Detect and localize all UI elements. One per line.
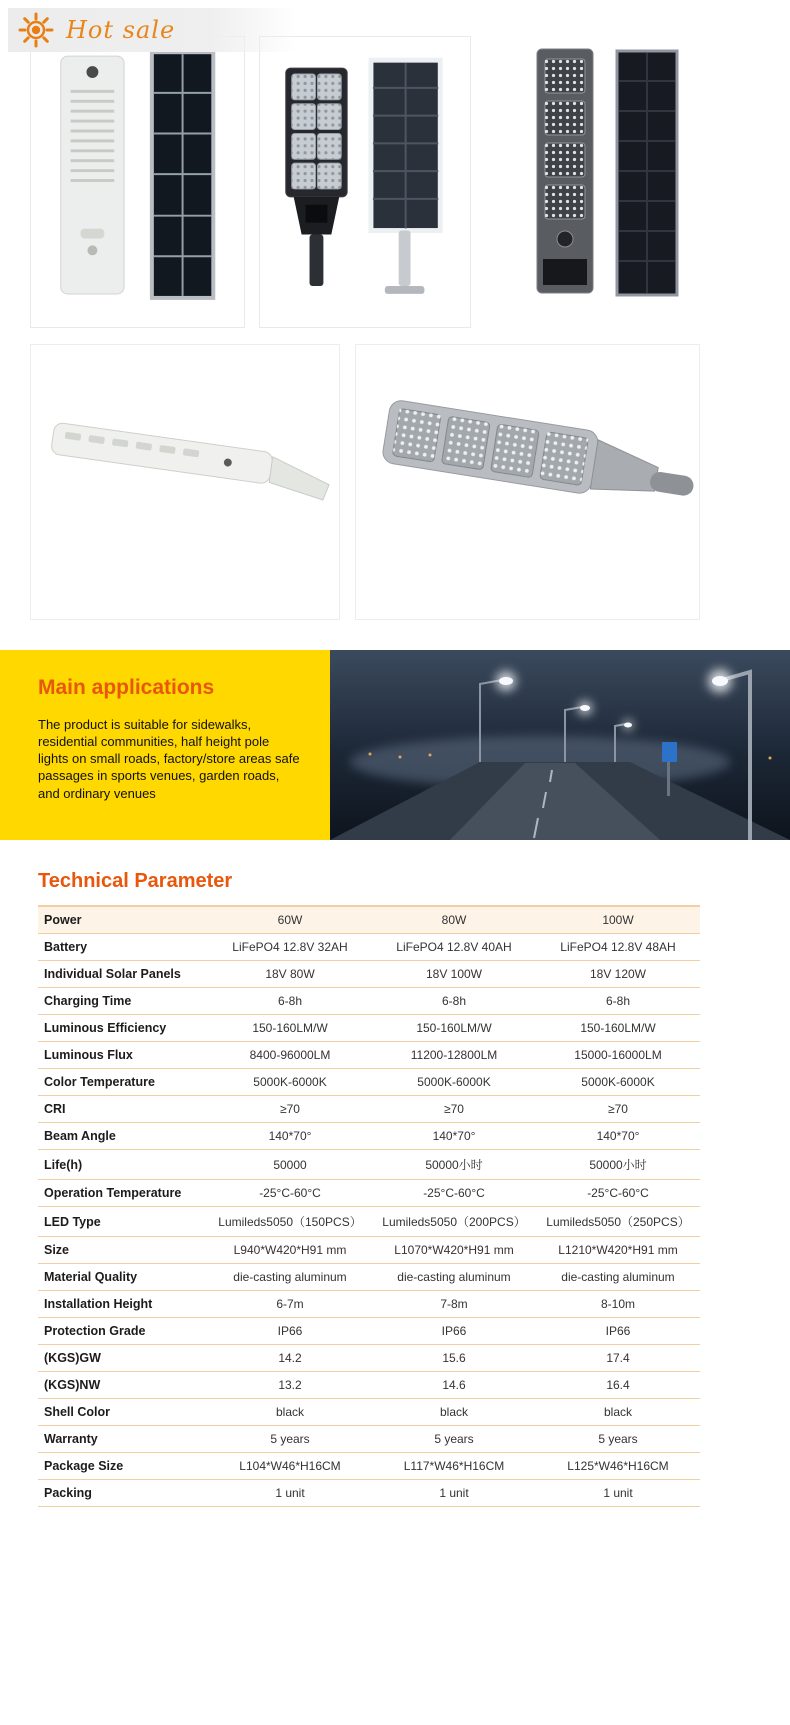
param-label: Luminous Efficiency	[44, 1021, 167, 1035]
param-label: Material Quality	[44, 1270, 138, 1284]
main-applications-section	[0, 650, 790, 840]
param-value: 150-160LM/W	[580, 1021, 656, 1035]
main-applications-panel	[0, 650, 330, 840]
param-label: LED Type	[44, 1214, 101, 1229]
table-row	[38, 1399, 700, 1426]
param-value: 100W	[602, 913, 634, 927]
param-label: Operation Temperature	[44, 1186, 182, 1200]
param-label: Individual Solar Panels	[44, 967, 181, 981]
param-value: Lumileds5050（250PCS）	[546, 1215, 690, 1229]
param-value: L117*W46*H16CM	[403, 1459, 505, 1473]
street-light-white-with-panel-icon	[31, 37, 244, 327]
param-value: 18V 120W	[589, 967, 647, 981]
sun-icon	[18, 12, 54, 48]
param-value: 6-7m	[276, 1297, 304, 1311]
param-value: 11200-12800LM	[410, 1048, 498, 1062]
param-value: 5000K-6000K	[581, 1075, 655, 1089]
street-light-gray-with-panel-icon	[501, 36, 716, 328]
product-image-5	[355, 344, 700, 620]
product-gallery-row-2	[30, 344, 790, 620]
param-value: 50000小时	[589, 1158, 647, 1172]
param-value: 8-10m	[600, 1297, 635, 1311]
param-value: 15000-16000LM	[574, 1048, 662, 1062]
param-value: black	[275, 1405, 304, 1419]
param-label: (KGS)NW	[44, 1378, 101, 1392]
street-light-white-angled-icon	[31, 345, 339, 619]
table-row	[38, 1264, 700, 1291]
param-value: L104*W46*H16CM	[239, 1459, 341, 1473]
param-value: L940*W420*H91 mm	[233, 1243, 347, 1257]
param-value: 16.4	[606, 1378, 630, 1392]
street-light-gray-angled-icon	[356, 345, 699, 619]
param-value: 5 years	[270, 1432, 310, 1446]
param-value: Lumileds5050（200PCS）	[382, 1215, 526, 1229]
param-value: L125*W46*H16CM	[567, 1459, 669, 1473]
param-value: 50000	[273, 1157, 307, 1172]
param-label: Package Size	[44, 1459, 124, 1473]
night-street-scene-icon	[330, 650, 790, 840]
table-row	[38, 934, 700, 961]
param-label: CRI	[44, 1102, 66, 1116]
table-row	[38, 1042, 700, 1069]
param-value: -25°C-60°C	[587, 1186, 649, 1200]
param-label: Shell Color	[44, 1405, 110, 1419]
param-value: IP66	[441, 1324, 467, 1338]
param-value: black	[439, 1405, 468, 1419]
technical-parameter-title: Technical Parameter	[38, 870, 233, 892]
table-row	[38, 1345, 700, 1372]
param-value: die-casting aluminum	[397, 1270, 511, 1284]
param-value: LiFePO4 12.8V 48AH	[560, 940, 676, 954]
param-label: Power	[44, 913, 82, 927]
param-value: IP66	[605, 1324, 631, 1338]
param-label: Warranty	[44, 1432, 98, 1446]
param-label: Luminous Flux	[44, 1048, 133, 1062]
param-value: 1 unit	[603, 1486, 633, 1500]
technical-parameter-section	[38, 870, 700, 1507]
param-value: 6-8h	[441, 994, 467, 1008]
param-value: IP66	[277, 1324, 303, 1338]
param-value: 8400-96000LM	[249, 1048, 331, 1062]
param-value: ≥70	[444, 1102, 464, 1116]
param-value: Lumileds5050（150PCS）	[218, 1215, 362, 1229]
param-value: 15.6	[442, 1351, 466, 1365]
param-value: ≥70	[280, 1102, 300, 1116]
param-value: -25°C-60°C	[423, 1186, 485, 1200]
param-label: Installation Height	[44, 1297, 153, 1311]
table-row	[38, 1480, 700, 1507]
table-row	[38, 988, 700, 1015]
main-applications-title: Main applications	[38, 676, 215, 699]
table-row	[38, 1123, 700, 1150]
table-row	[38, 906, 700, 934]
technical-parameter-table	[38, 905, 700, 1507]
table-row	[38, 1150, 700, 1180]
param-value: 6-8h	[605, 994, 631, 1008]
table-row	[38, 1318, 700, 1345]
param-value: 14.2	[278, 1351, 302, 1365]
param-label: Size	[44, 1243, 70, 1257]
param-value: 60W	[277, 913, 303, 927]
table-row	[38, 1069, 700, 1096]
param-value: 5 years	[598, 1432, 638, 1446]
param-value: ≥70	[608, 1102, 628, 1116]
param-value: L1210*W420*H91 mm	[558, 1243, 678, 1257]
street-night-photo	[330, 650, 790, 840]
param-value: black	[603, 1405, 632, 1419]
param-value: 80W	[441, 913, 467, 927]
param-value: 150-160LM/W	[252, 1021, 328, 1035]
param-value: 140*70°	[268, 1129, 312, 1143]
table-row	[38, 1015, 700, 1042]
param-value: 140*70°	[432, 1129, 476, 1143]
param-value: 18V 80W	[265, 967, 315, 981]
param-label: Charging Time	[44, 994, 132, 1008]
param-value: 1 unit	[275, 1486, 305, 1500]
table-row	[38, 1180, 700, 1207]
table-row	[38, 1426, 700, 1453]
param-value: die-casting aluminum	[233, 1270, 347, 1284]
param-value: 13.2	[278, 1378, 302, 1392]
product-image-2	[259, 36, 471, 328]
param-label: Battery	[44, 940, 88, 954]
param-value: 1 unit	[439, 1486, 469, 1500]
street-light-black-with-panel-icon	[260, 37, 470, 327]
param-value: -25°C-60°C	[259, 1186, 321, 1200]
hot-sale-ribbon	[8, 8, 298, 52]
param-label: (KGS)GW	[44, 1351, 101, 1365]
param-value: 150-160LM/W	[416, 1021, 492, 1035]
product-image-4	[30, 344, 340, 620]
param-value: 140*70°	[596, 1129, 640, 1143]
table-row	[38, 1237, 700, 1264]
table-row	[38, 1096, 700, 1123]
param-value: 5000K-6000K	[253, 1075, 327, 1089]
param-value: 17.4	[606, 1351, 630, 1365]
param-value: LiFePO4 12.8V 32AH	[232, 940, 348, 954]
product-image-1	[30, 36, 245, 328]
product-image-3	[501, 36, 716, 328]
param-label: Life(h)	[44, 1157, 83, 1172]
table-row	[38, 1291, 700, 1318]
param-value: 5 years	[434, 1432, 474, 1446]
param-value: 18V 100W	[425, 967, 483, 981]
table-row	[38, 1372, 700, 1399]
param-label: Color Temperature	[44, 1075, 155, 1089]
table-row	[38, 1453, 700, 1480]
param-label: Packing	[44, 1486, 92, 1500]
product-gallery-row-1	[30, 36, 790, 328]
table-row	[38, 961, 700, 988]
param-label: Protection Grade	[44, 1324, 146, 1338]
param-label: Beam Angle	[44, 1129, 116, 1143]
param-value: 6-8h	[277, 994, 303, 1008]
param-value: 5000K-6000K	[417, 1075, 491, 1089]
param-value: 14.6	[442, 1378, 466, 1392]
main-applications-body: The product is suitable for sidewalks, residential communities, half height pole lights on small roads, factory/store areas safe passages in sports venues, garden roads, and ordinary venues	[38, 717, 300, 801]
table-row	[38, 1207, 700, 1237]
param-value: die-casting aluminum	[561, 1270, 675, 1284]
hot-sale-label: Hot sale	[66, 16, 176, 44]
param-value: L1070*W420*H91 mm	[394, 1243, 514, 1257]
param-value: 50000小时	[425, 1158, 483, 1172]
param-value: 7-8m	[440, 1297, 468, 1311]
param-value: LiFePO4 12.8V 40AH	[396, 940, 512, 954]
